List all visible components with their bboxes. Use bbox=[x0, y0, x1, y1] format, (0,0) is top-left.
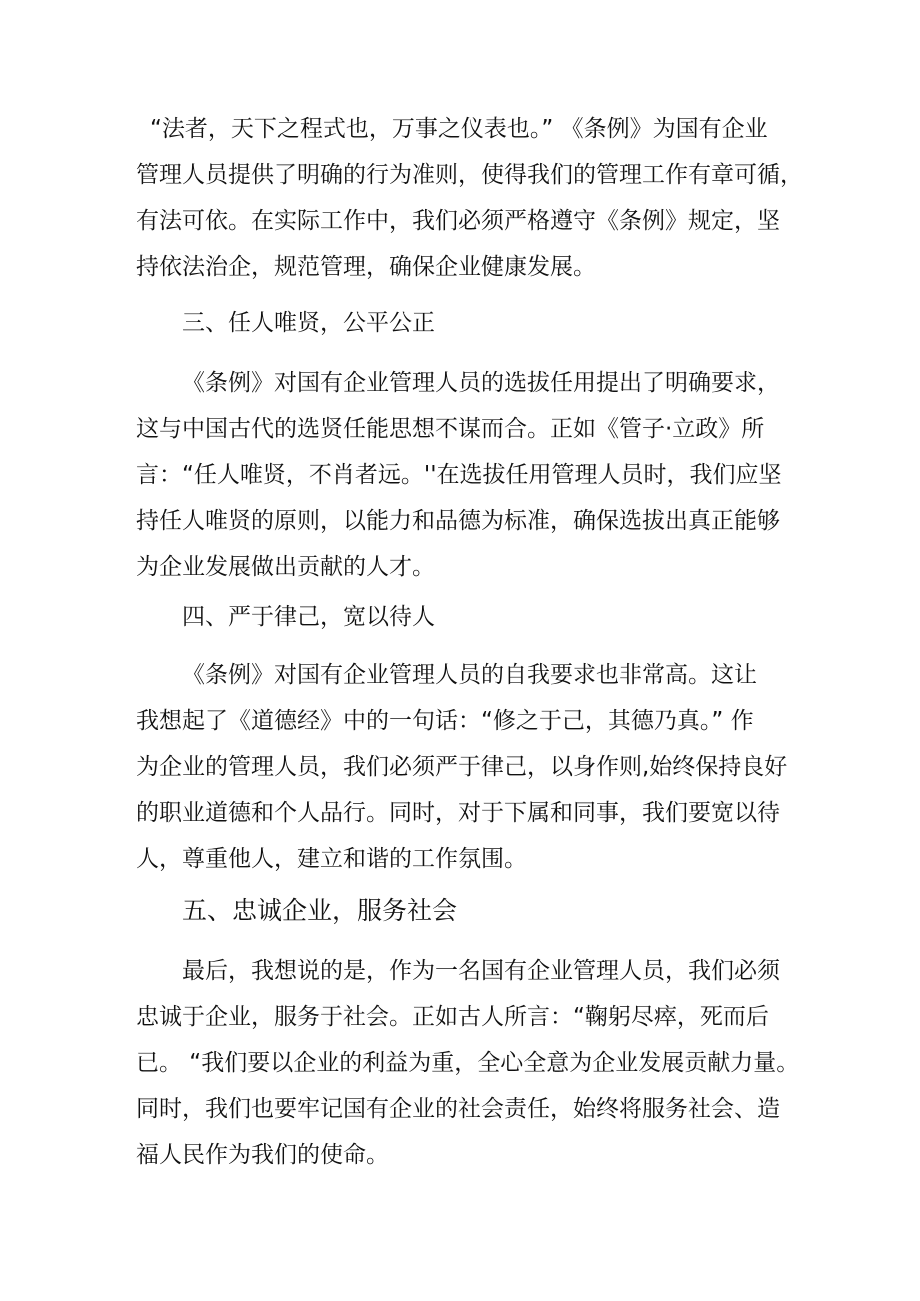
text-line: 的职业道德和个人品行。同时，对于下属和同事，我们要宽以待 bbox=[136, 800, 780, 826]
text-line: 为企业发展做出贡献的人才。 bbox=[136, 554, 435, 580]
text-line: 持任人唯贤的原则，以能力和品德为标准，确保选拔出真正能够 bbox=[136, 508, 780, 534]
text-line: 《条例》对国有企业管理人员的自我要求也非常高。这让 bbox=[182, 662, 757, 688]
heading-section-four bbox=[136, 594, 816, 640]
text-line: 《条例》对国有企业管理人员的选拔任用提出了明确要求， bbox=[182, 370, 780, 396]
section-heading: 五、忠诚企业，服务社会 bbox=[182, 896, 458, 925]
paragraph-law-quote bbox=[136, 106, 816, 290]
text-line: 已。 “我们要以企业的利益为重，全心全意为企业发展贡献力量。 bbox=[136, 1050, 800, 1076]
text-line: 管理人员提供了明确的行为准则，使得我们的管理工作有章可循， bbox=[136, 162, 803, 188]
text-line: 忠诚于企业，服务于社会。正如古人所言：“鞠躬尽瘁，死而后 bbox=[136, 1004, 769, 1030]
text-line: 我想起了《道德经》中的一句话：“修之于己，其德乃真。” 作 bbox=[136, 708, 754, 734]
text-line: 这与中国古代的选贤任能思想不谋而合。正如《管子·立政》所 bbox=[136, 416, 765, 442]
text-line: “法者，天下之程式也，万事之仪表也。” 《条例》为国有企业 bbox=[150, 116, 768, 142]
text-line: 福人民作为我们的使命。 bbox=[136, 1142, 389, 1168]
paragraph-self-discipline bbox=[136, 652, 816, 882]
text-line: 人，尊重他人，建立和谐的工作氛围。 bbox=[136, 846, 527, 872]
text-line: 有法可依。在实际工作中，我们必须严格遵守《条例》规定，坚 bbox=[136, 208, 780, 234]
text-line: 为企业的管理人员，我们必须严于律己，以身作则,始终保持良好 bbox=[136, 754, 788, 780]
text-line: 言：“任人唯贤，不肖者远。''在选拔任用管理人员时，我们应坚 bbox=[136, 462, 782, 488]
section-heading: 四、严于律己，宽以待人 bbox=[182, 604, 435, 630]
paragraph-loyalty-service bbox=[136, 948, 816, 1178]
text-line: 持依法治企，规范管理，确保企业健康发展。 bbox=[136, 254, 596, 280]
section-heading: 三、任人唯贤，公平公正 bbox=[182, 310, 435, 336]
heading-section-five bbox=[136, 888, 816, 934]
text-line: 最后，我想说的是，作为一名国有企业管理人员，我们必须 bbox=[182, 958, 780, 984]
text-line: 同时，我们也要牢记国有企业的社会责任，始终将服务社会、造 bbox=[136, 1096, 780, 1122]
paragraph-merit-selection bbox=[136, 360, 816, 590]
heading-section-three bbox=[136, 300, 816, 346]
